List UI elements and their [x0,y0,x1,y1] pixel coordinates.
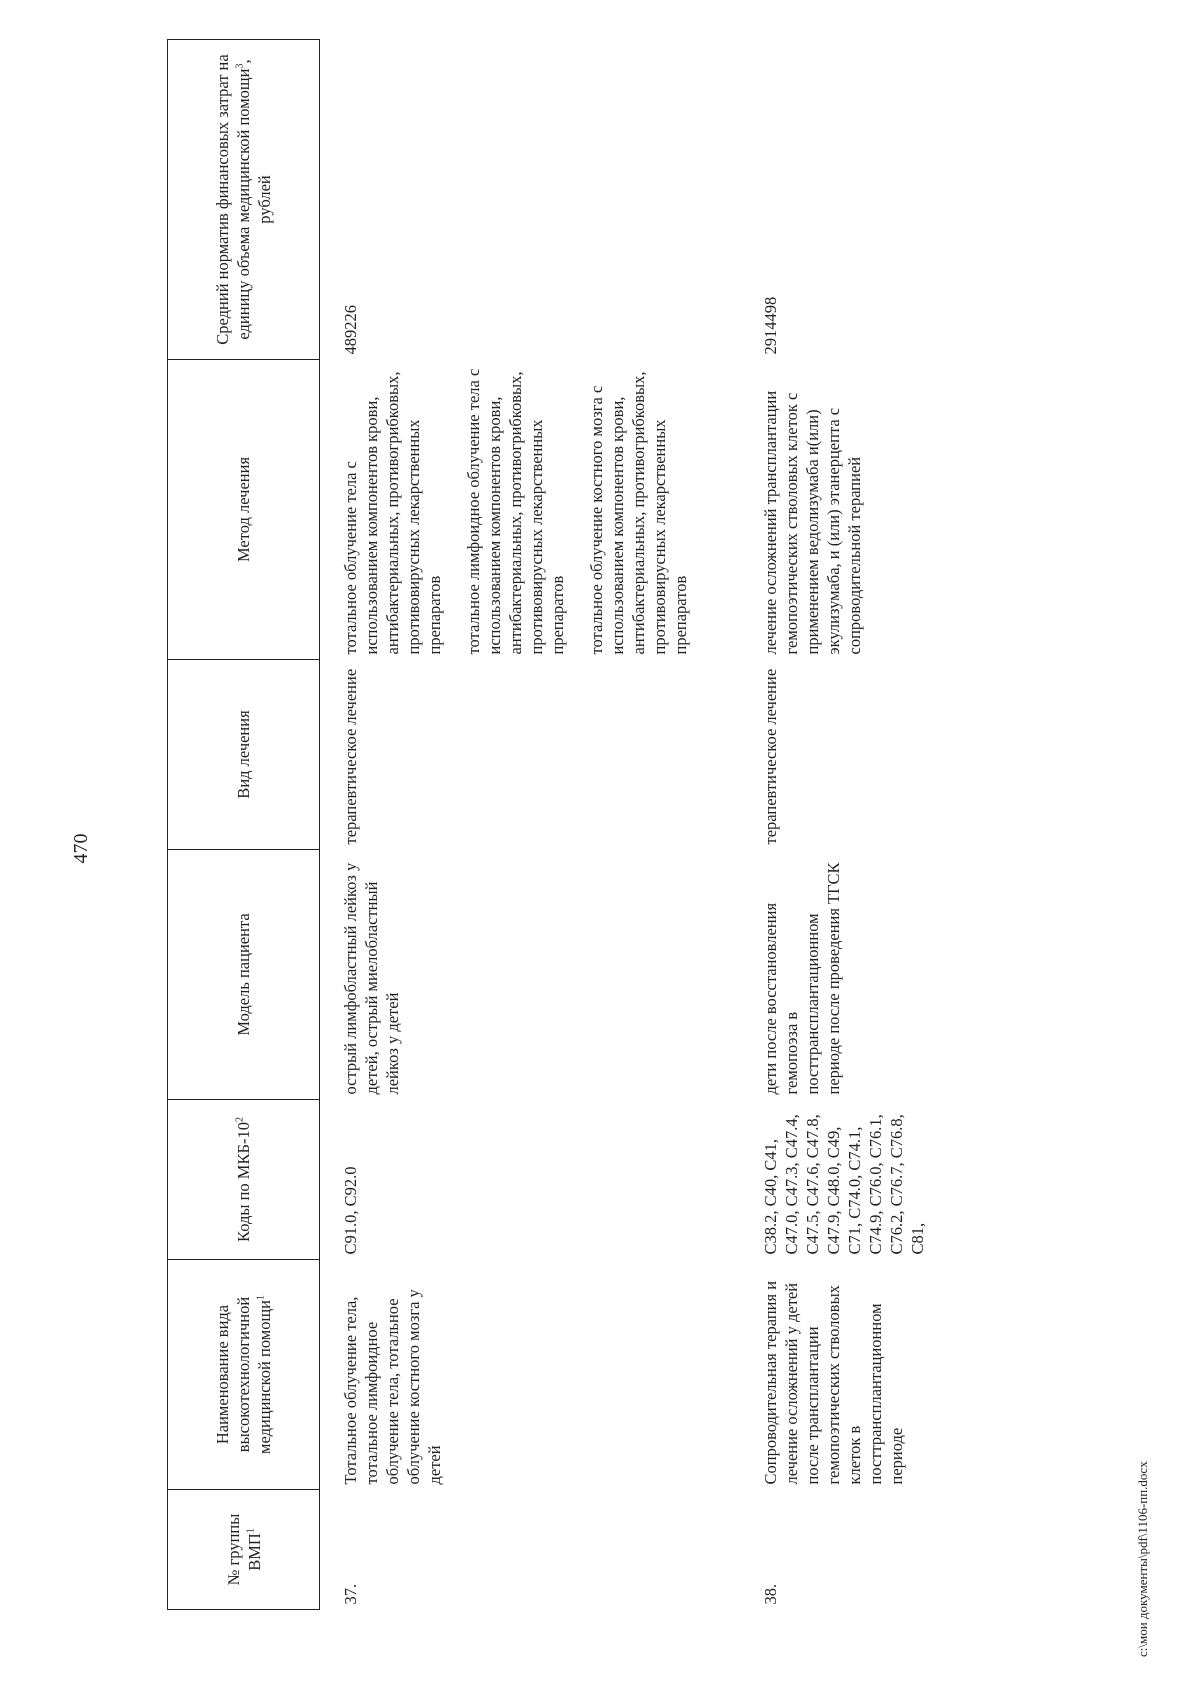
table-row [730,40,928,1610]
cell-cost: 489226 [341,305,360,355]
cell-group-no: 37. [341,1583,360,1605]
footer-file-path: c:\мои документы\pdf\1106-пп.docx [1135,1461,1150,1657]
method-item: тотальное лимфоидное облучение тела с использованием компонентов крови, антибактериальных, противогрибковых, противовирусных лекарственных препаратов [464,368,567,655]
header-cost: Средний норматив финансовых затрат на единицу объема медицинской помощи$^3$, рублей [168,40,320,360]
header-name: Наименование вида высокотехнологичной медицинской помощи$^1$ [168,1260,320,1490]
header-codes: Коды по МКБ-$10^2$ [168,1100,320,1260]
cell-name: Тотальное облучение тела, тотальное лимфоидное облучение тела, тотальное облучение костного мозга у детей [341,1289,444,1485]
table-header-row [168,40,320,1610]
cell-kind: терапевтическое лечение [761,668,780,845]
header-kind: Вид лечения [168,660,320,850]
cell-model: острый лимфобластный лейкоз у детей, острый миелобластный лейкоз у детей [341,862,402,1095]
header-method: Метод лечения [168,360,320,660]
cell-model: дети после восстановления гемопоэза в посттрансплантационном периоде после проведения ТГСК [761,862,843,1095]
table-row [320,40,731,1610]
cell-cost: 2914498 [761,296,780,355]
cell-kind: терапевтическое лечение [341,668,360,845]
method-item: лечение осложнений трансплантации гемопоэтических стволовых клеток с применением ведолизумаба и(или) экулизумаба, и (или) этанерцепта с сопроводительной терапией [761,390,864,655]
cell-codes: C38.2, C40, C41, C47.0, C47.3, C47.4, C47.5, C47.6, C47.8, C47.9, C48.0, C49, C71, C74.0, C74.1, C74.9, C76.0, C76.1, C76.2, C76.7, C76.8, C81, [761,1114,927,1255]
page-number: 470 [70,833,92,864]
header-group-no: № группы ВМП$^1$ [168,1490,320,1610]
cell-codes: C91.0, C92.0 [341,1166,360,1255]
cell-group-no: 38. [761,1583,780,1605]
method-item: тотальное облучение костного мозга с использованием компонентов крови, антибактериальных, противогрибковых, противовирусных лекарственных препаратов [587,371,690,655]
vmp-table [167,39,928,1610]
cell-method [320,360,731,660]
header-model: Модель пациента [168,850,320,1100]
method-item: тотальное облучение тела с использованием компонентов крови, антибактериальных, противогрибковых, противовирусных лекарственных препаратов [341,371,444,655]
cell-method [730,360,928,660]
cell-name: Сопроводительная терапия и лечение осложнений у детей после трансплантации гемопоэтических стволовых клеток в посттрансплантационном периоде [761,1280,906,1485]
